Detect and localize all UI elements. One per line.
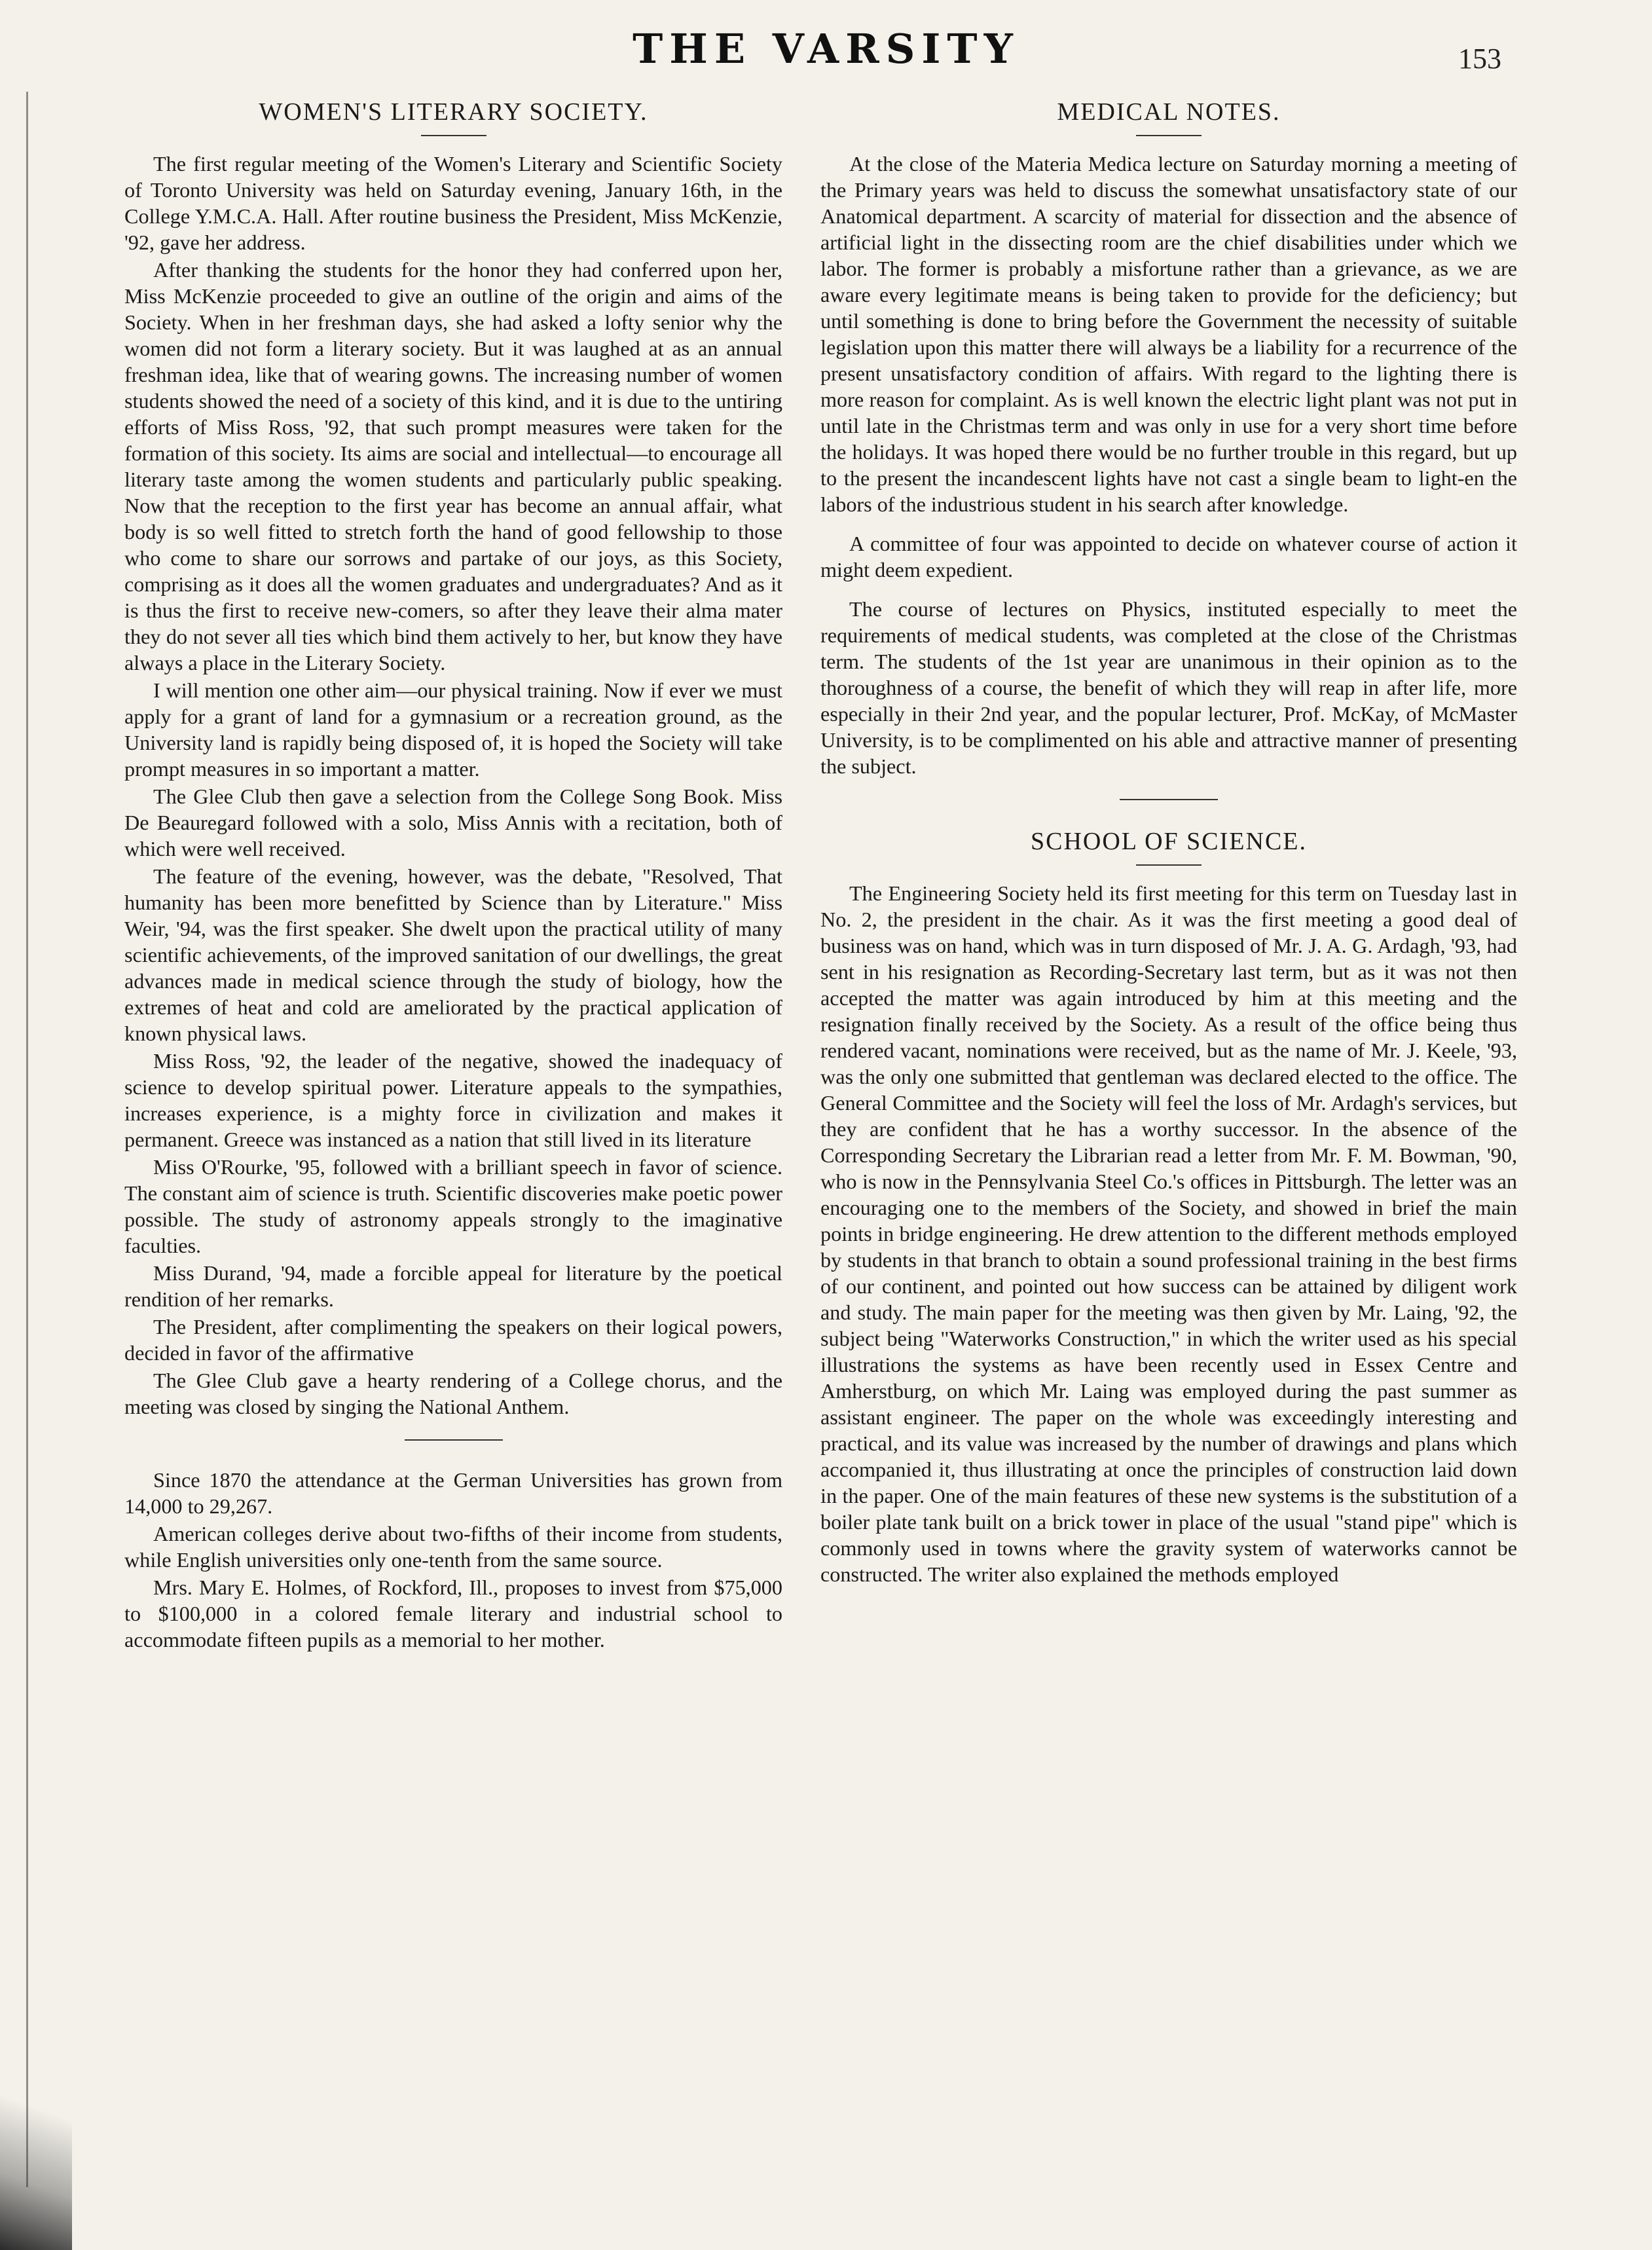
article-paragraph: The feature of the evening, however, was the debate, "Resolved, That humanity has been more benefitted by Science than by Literature." Miss Weir, '94, was the first speaker. She dwelt upon the practical utility of many scientific achievements, of the improved sanitation of our dwellings, the great advances made in medical science through the study of biology, how the extremes of heat and cold are ameliorated by the practical application of known physical laws. — [124, 864, 782, 1045]
section-divider — [405, 1439, 503, 1441]
page-edge-rule — [26, 92, 28, 2187]
article-paragraph: At the close of the Materia Medica lecture on Saturday morning a meeting of the Primary years was held to discuss the somewhat unsatisfactory state of our Anatomical department. A scarcity of material for dissection and the absence of artificial light in the dissecting room are the chief disabilities under which we labor. The former is probably a misfortune rather than a grievance, as we are aware every legitimate means is being taken to provide for the deficiency; but until something is done to bring before the Government the necessity of suitable legislation upon this matter there will always be a liability for a recurrence of the present unsatisfactory condition of affairs. With regard to the lighting there is more reason for complaint. As is well known the electric light plant was not put in until late in the Christmas term and was only in use for a very short time before the holidays. It was hoped there would be no further trouble in this regard, but up to the present the incandescent lights have not cast a single beam to light-en the labors of the industrious student in his search after knowledge. — [820, 152, 1517, 516]
article-paragraph: Miss Durand, '94, made a forcible appeal for literature by the poetical rendition of her remarks. — [124, 1261, 782, 1311]
left-column — [124, 92, 782, 1653]
article-paragraph: The Glee Club gave a hearty rendering of a College chorus, and the meeting was closed by singing the National Anthem. — [124, 1369, 782, 1418]
title-rule — [1136, 135, 1202, 136]
article-paragraph: The President, after complimenting the speakers on their logical powers, decided in favor of the affirmative — [124, 1315, 782, 1365]
section-divider — [1120, 799, 1218, 800]
scan-corner-shadow — [0, 2054, 72, 2250]
article-paragraph: Miss Ross, '92, the leader of the negative, showed the inadequacy of science to develop spiritual power. Literature appeals to the sympathies, increases experience, is a mighty force in civilization and makes it permanent. Greece was instanced as a nation that still lived in its literature — [124, 1049, 782, 1151]
section-title-medical-notes: MEDICAL NOTES. — [1057, 98, 1281, 126]
article-paragraph: The first regular meeting of the Women's Literary and Scientific Society of Toronto University was held on Saturday evening, January 16th, in the College Y.M.C.A. Hall. After routine business the President, Miss McKenzie, '92, gave her address. — [124, 152, 782, 254]
article-paragraph: The Glee Club then gave a selection from the College Song Book. Miss De Beauregard followed with a solo, Miss Annis with a recitation, both of which were well received. — [124, 784, 782, 860]
title-rule — [421, 135, 486, 136]
title-rule — [1136, 864, 1202, 866]
news-note: Since 1870 the attendance at the German Universities has grown from 14,000 to 29,267. — [124, 1468, 782, 1518]
article-paragraph: The Engineering Society held its first meeting for this term on Tuesday last in No. 2, the president in the chair. As it was the first meeting a good deal of business was on hand, which was in turn disposed of Mr. J. A. G. Ardagh, '93, had sent in his resignation as Recording-Secretary last term, but as it was not then accepted the matter was again introduced by him at this meeting and the resignation finally received by the Society. As a result of the office being thus rendered vacant, nominations were received, but as the name of Mr. J. Keele, '93, was the only one submitted that gentleman was declared elected to the office. The General Committee and the Society will feel the loss of Mr. Ardagh's services, but they are confident that he has a worthy successor. In the absence of the Corresponding Secretary the Librarian read a letter from Mr. F. M. Bowman, '90, who is now in the Pennsylvania Steel Co.'s offices in Pittsburgh. The letter was an encouraging one to the members of the Society, and showed in brief the main points in bridge engineering. He drew attention to the different methods employed by students in that branch to obtain a sound professional training in the best firms of our continent, and pointed out how success can be attained by diligent work and study. The main paper for the meeting was then given by Mr. Laing, '92, the subject being "Waterworks Construction," in which the writer used as his special illustrations the systems as have been recently used in Essex Centre and Amherstburg, on which Mr. Laing was employed during the past summer as assistant engineer. The paper on the whole was exceedingly interesting and practical, and its value was increased by the number of drawings and plans which accompanied it, thus illustrating at once the principles of construction laid down in the paper. One of the main features of these new systems is the substitution of a boiler plate tank built on a brick tower in place of the usual "stand pipe" which is commonly used in towns where the gravity system of waterworks cannot be constructed. The writer also explained the methods employed — [820, 881, 1517, 1586]
news-note: Mrs. Mary E. Holmes, of Rockford, Ill., proposes to invest from $75,000 to $100,000 in a colored female literary and industrial school to accommodate fifteen pupils as a memorial to her mother. — [124, 1576, 782, 1651]
news-note: American colleges derive about two-fifths of their income from students, while English universities only one-tenth from the same source. — [124, 1522, 782, 1572]
article-paragraph: After thanking the students for the honor they had conferred upon her, Miss McKenzie proceeded to give an outline of the origin and aims of the Society. When in her freshman days, she had asked a lofty senior why the women did not form a literary society. But it was laughed at as an annual freshman idea, like that of wearing gowns. The increasing number of women students showed the need of a society of this kind, and it is due to the untiring efforts of Miss Ross, '92, that such prompt measures were taken for the formation of this society. Its aims are social and intellectual—to encourage all literary taste among the women students and particularly public speaking. Now that the reception to the first year has become an annual affair, what body is so well fitted to stretch forth the hand of good fellowship to those who come to share our sorrows and partake of our joys, as this Society, comprising as it does all the women graduates and undergraduates? And as it is thus the first to receive new-comers, so after they leave their alma mater they do not sever all ties which bind them actively to her, but know they have always a place in the Literary Society. — [124, 258, 782, 674]
right-column — [820, 92, 1517, 1587]
section-title-womens-literary-society: WOMEN'S LITERARY SOCIETY. — [259, 98, 648, 126]
page-number: 153 — [1458, 43, 1501, 75]
section-title-school-of-science: SCHOOL OF SCIENCE. — [1030, 828, 1308, 855]
masthead: THE VARSITY — [633, 25, 1019, 73]
article-paragraph: The course of lectures on Physics, instituted especially to meet the requirements of medical students, was completed at the close of the Christmas term. The students of the 1st year are unanimous in their opinion as to the thoroughness of a course, the benefit of which they will reap in after life, more especially in their 2nd year, and the popular lecturer, Prof. McKay, of McMaster University, is to be complimented on his able and attractive manner of presenting the subject. — [820, 597, 1517, 778]
article-paragraph: I will mention one other aim—our physical training. Now if ever we must apply for a grant of land for a gymnasium or a recreation ground, as the University land is rapidly being disposed of, it is hoped the Society will take prompt measures in so important a matter. — [124, 678, 782, 781]
article-paragraph: A committee of four was appointed to decide on whatever course of action it might deem expedient. — [820, 532, 1517, 581]
article-paragraph: Miss O'Rourke, '95, followed with a brilliant speech in favor of science. The constant aim of science is truth. Scientific discoveries make poetic power possible. The study of astronomy appeals strongly to the imaginative faculties. — [124, 1155, 782, 1257]
